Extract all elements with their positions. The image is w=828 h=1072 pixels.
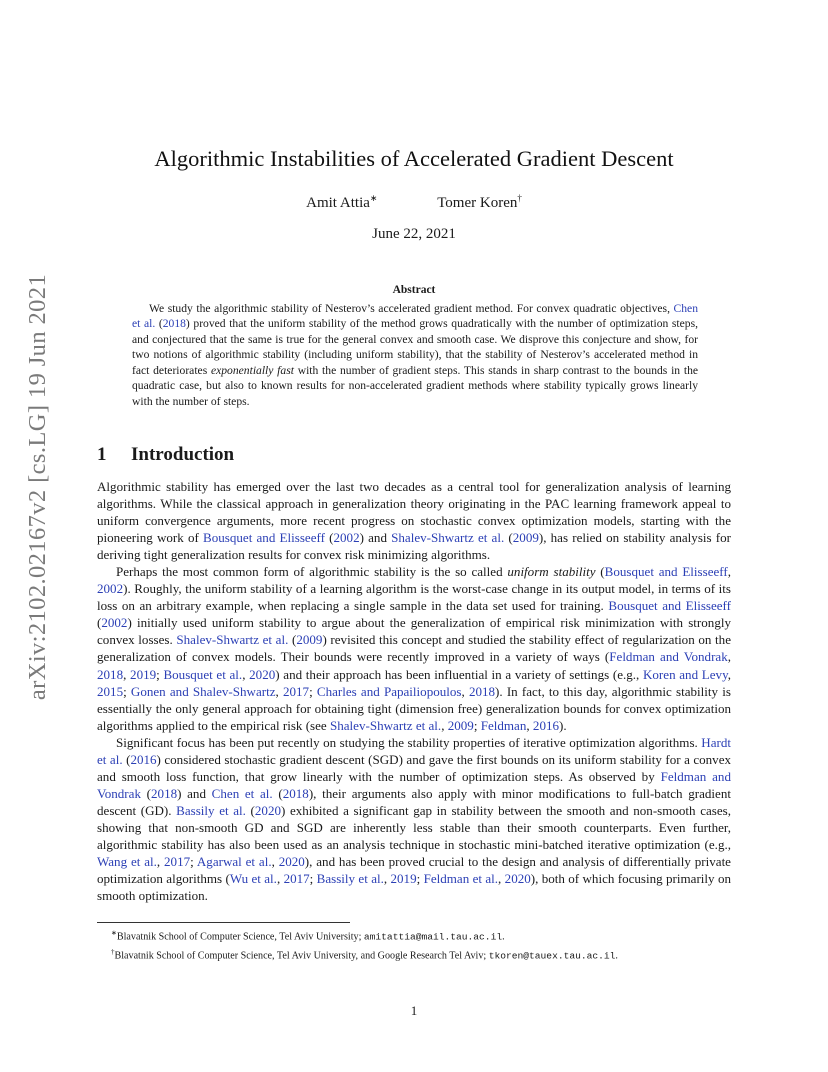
footnote-rule [97,922,350,923]
body-text: ) considered stochastic gradient descent (SGD) and gave the first bounds on its uniform stability for a convex and smooth loss function, that grow linearly with the number of optimization steps. As observed by [97,751,732,784]
citation-link[interactable]: 2002 [97,581,124,597]
abstract-emphasis: exponentially fast [210,363,294,377]
author-1-mark: ∗ [369,193,378,203]
citation-link[interactable]: Feldman and Vondrak [97,768,731,801]
citation-link[interactable]: 2015 [97,683,124,699]
citation-link[interactable]: Feldman [480,717,527,733]
body-text: , [275,683,283,699]
citation-year-link[interactable]: 2018 [162,317,186,331]
body-text: ( [288,632,297,648]
abstract-heading: Abstract [392,284,436,296]
citation-link[interactable]: Chen et al. [132,302,698,331]
citation-link[interactable]: 2018 [151,785,178,801]
section-number: 1 [97,444,107,465]
paper-date: June 22, 2021 [372,226,456,242]
body-text: ) and [177,785,212,801]
body-text: ; [309,683,317,699]
citation-link[interactable]: 2009 [296,632,323,648]
page-number: 1 [410,1003,418,1018]
body-text: ( [245,802,255,818]
footnotes [97,926,737,964]
body-text: ). [559,717,567,733]
body-text: ). In fact, to this day, algorithmic stability is essentially the only general approach for obtaining tight (dimension free) generalization bounds for convex optimization algorithms applied to the empirical risk (see [97,683,731,733]
citation-link[interactable]: 2019 [390,871,417,887]
emphasis-text: uniform stability [507,564,596,580]
author-1 [306,193,377,212]
footnote-2-end: . [615,950,618,962]
citation-link[interactable]: Hardt et al. [97,734,731,767]
citation-link[interactable]: Bousquet and Elisseeff [608,598,732,614]
body-text: Significant focus has been put recently on studying the stability properties of iterative optimization algorithms. [116,734,702,750]
citation-link[interactable]: Gonen and Shalev-Shwartz [130,683,276,699]
citation-link[interactable]: Feldman et al. [423,871,499,887]
author-1-name: Amit Attia [306,195,370,211]
abstract-body [132,301,698,409]
body-text: ), and has been proved crucial to the design and analysis of differentially private optimization algorithms ( [97,854,731,887]
body-text: ( [272,785,283,801]
citation-link[interactable]: 2017 [283,871,310,887]
body-text: ; [190,854,197,870]
footnote-2-text: Blavatnik School of Computer Science, Tel Aviv University, and Google Research Tel Aviv; [114,950,489,962]
footnote-2-email[interactable]: tkoren@tauex.tau.ac.il [488,950,616,962]
body-text: , [526,717,533,733]
citation-link[interactable]: 2018 [97,666,124,682]
body-text: , [727,666,732,682]
citation-link[interactable]: 2009 [447,717,474,733]
body-text: ; [123,683,131,699]
author-2 [437,193,522,212]
citation-link[interactable]: Bousquet et al. [163,666,243,682]
citation-link[interactable]: 2020 [504,871,531,887]
citation-link[interactable]: Shalev-Shwartz et al. [176,632,289,648]
citation-link[interactable]: 2020 [278,854,305,870]
citation-link[interactable]: Bousquet and Elisseeff [203,530,325,546]
body-text: ). Roughly, the uniform stability of a learning algorithm is the worst-case change in its output model, in terms of its loss on an arbitrary example, when replacing a single sample in the data set used for training. [97,581,731,614]
footnote-1-end: . [502,931,505,943]
intro-paragraph-2 [97,563,731,733]
body-text: ( [122,751,131,767]
footnote-1-mark: ∗ [111,929,117,937]
body-text: ) exhibited a significant gap in stability between the smooth and non-smooth cases, showing that non-smooth GD and SGD are inherently less stable than their smooth counterparts. Even further, algorithmic stability has also been used as an analysis technique in stochastic mini-batched iterative optimization (e.g., [97,802,731,852]
author-2-name: Tomer Koren [437,195,518,211]
citation-link[interactable]: 2016 [532,717,560,733]
body-text: ( [504,530,513,546]
citation-link[interactable]: 2020 [249,666,276,682]
citation-link[interactable]: Feldman and Vondrak [609,649,728,665]
body-text: , [123,666,131,682]
body-text: ( [324,530,334,546]
body-text: Algorithmic stability has emerged over the last two decades as a central tool for generalization analysis of learning algorithms. While the classical approach in generalization theory originating in the PAC learning framework appeal to uniform convergence arguments, more recent progress on stochastic convex optimization models, starting with the pioneering work of [97,479,731,546]
body-text: , [271,854,279,870]
body-text: ) revisited this concept and studied the stability effect of regularization on the generalization of convex models. Their bounds were recently improved in a variety of ways ( [97,632,731,665]
citation-link[interactable]: Bousquet and Elisseeff [604,564,728,580]
body-text: ; [473,717,481,733]
body-text: , [383,871,391,887]
body-text: , [727,649,731,665]
intro-paragraph-1 [97,478,731,563]
introduction-body [97,478,731,904]
citation-link[interactable]: 2020 [254,802,281,818]
footnote-1-text: Blavatnik School of Computer Science, Tel Aviv University; [116,931,364,943]
abstract-text: ( [155,317,163,331]
citation-link[interactable]: Bassily et al. [176,802,246,818]
footnote-2 [97,945,737,964]
abstract-text: We study the algorithmic stability of Nesterov’s accelerated gradient method. For convex quadratic objectives, [149,302,674,315]
body-text: ; [309,871,317,887]
citation-link[interactable]: 2002 [333,530,360,546]
abstract-text: ) proved that the uniform stability of the method grows quadratically with the number of optimization steps, and conjectured that the same is true for the general convex and smooth case. We disprove this conjecture and show, for two notions of algorithmic stability (including uniform stability), that the stability of Nesterov’s accelerated method in fact deteriorates [132,317,699,377]
body-text: ; [416,871,424,887]
citation-link[interactable]: 2019 [130,666,157,682]
citation-link[interactable]: Wu et al. [229,871,277,887]
citation-link[interactable]: 2018 [468,683,496,699]
body-text: , [156,854,165,870]
citation-link[interactable]: 2016 [130,751,157,767]
citation-link[interactable]: Wang et al. [97,854,157,870]
body-text: , [498,871,505,887]
body-text: ) initially used uniform stability to argue about the generalization of empirical risk minimization with strongly convex losses. [97,615,731,648]
footnote-1 [97,926,737,945]
body-text: ( [140,785,152,801]
body-text: , [441,717,448,733]
body-text: ) and their approach has been influential in a variety of settings (e.g., [275,666,643,682]
arxiv-stamp-text: arXiv:2102.02167v2 [cs.LG] 19 Jun 2021 [24,273,51,701]
citation-link[interactable]: Shalev-Shwartz et al. [329,717,442,733]
section-heading-introduction [97,444,234,466]
footnote-1-email[interactable]: amitattia@mail.tau.ac.il [363,931,503,943]
body-text: ( [595,564,605,580]
citation-link[interactable]: Shalev-Shwartz et al. [391,530,505,546]
body-text: ( [97,615,102,631]
body-text: , [727,564,732,580]
citation-link[interactable]: 2017 [164,854,191,870]
paper-title: Algorithmic Instabilities of Accelerated Gradient Descent [154,146,674,171]
body-text: , [461,683,469,699]
citation-link[interactable]: Charles and Papailiopoulos [316,683,462,699]
abstract-text: with the number of gradient steps. This stands in sharp contrast to the bounds in the quadratic case, but also to known results for non-accelerated gradient methods where stability typically grows linearly with the number of steps. [132,363,699,408]
section-title: Introduction [131,444,235,465]
citation-link[interactable]: Chen et al. [211,785,273,801]
body-text: ), both of which focusing primarily on smooth optimization. [97,871,731,904]
citation-link[interactable]: 2017 [282,683,310,699]
body-text: , [242,666,250,682]
citation-link[interactable]: Koren and Levy [642,666,728,682]
body-text: ) and [359,530,392,546]
body-text: Perhaps the most common form of algorithmic stability is the so called [116,564,508,580]
author-2-mark: † [517,193,522,203]
body-text: , [276,871,284,887]
citation-link[interactable]: 2002 [101,615,128,631]
author-list [0,193,828,212]
body-text: ), has relied on stability analysis for deriving tight generalization results for convex risk minimizing algorithms. [97,530,732,563]
citation-link[interactable]: 2018 [282,785,309,801]
citation-link[interactable]: Bassily et al. [316,871,384,887]
body-text: ), their arguments also apply with minor modifications to full-batch gradient descent (GD). [97,785,731,818]
body-text: ; [156,666,164,682]
citation-link[interactable]: 2009 [512,530,539,546]
citation-link[interactable]: Agarwal et al. [196,854,272,870]
intro-paragraph-3 [97,734,731,904]
footnote-2-mark: † [111,947,115,956]
